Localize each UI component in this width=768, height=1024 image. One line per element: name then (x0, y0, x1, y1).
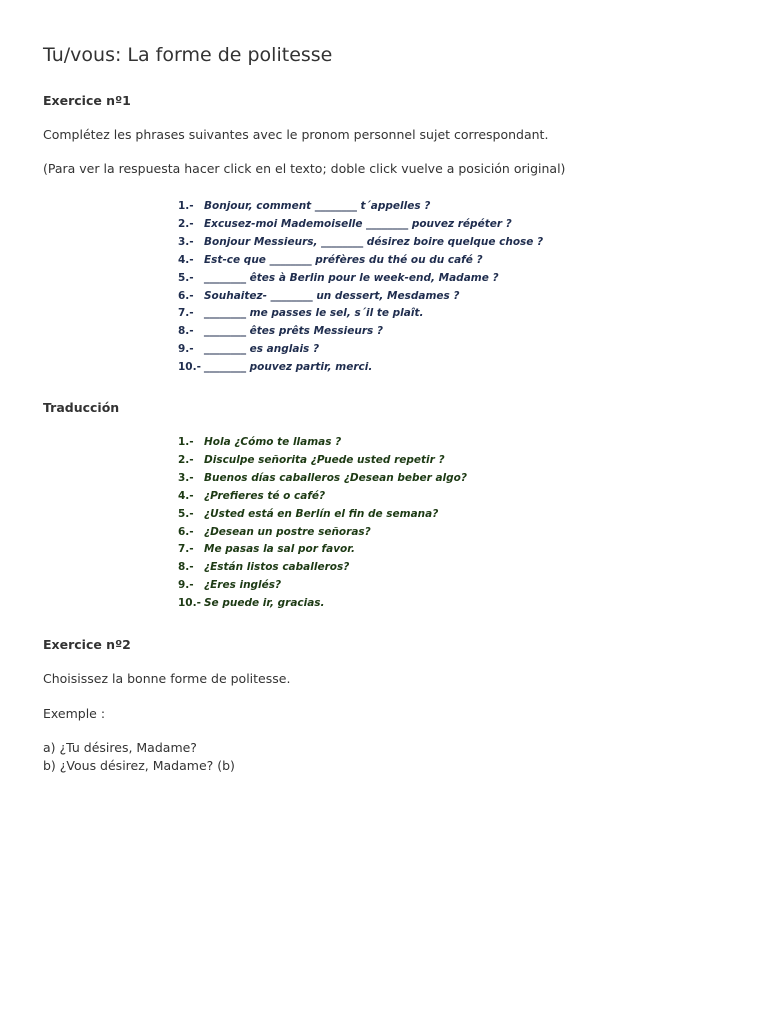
exercise1-sentence-list[interactable] (178, 198, 543, 377)
list-item[interactable]: 6.- Souhaitez- ________ un dessert, Mesdames ? (178, 289, 460, 302)
example-option-b: b) ¿Vous désirez, Madame? (b) (43, 758, 235, 773)
exercise1-instruction: Complétez les phrases suivantes avec le pronom personnel sujet correspondant. (43, 127, 549, 142)
list-item[interactable]: 10.- ________ pouvez partir, merci. (178, 361, 373, 374)
list-item: 6.- ¿Desean un postre señoras? (178, 525, 371, 538)
exercise1-note: (Para ver la respuesta hacer click en el texto; doble click vuelve a posición original) (43, 161, 566, 176)
list-item[interactable]: 2.- Excusez-moi Mademoiselle ________ pouvez répéter ? (178, 217, 512, 230)
example-option-a: a) ¿Tu désires, Madame? (43, 740, 197, 755)
list-item: 2.- Disculpe señorita ¿Puede usted repetir ? (178, 453, 445, 466)
list-item[interactable]: 8.- ________ êtes prêts Messieurs ? (178, 325, 384, 338)
list-item[interactable]: 7.- ________ me passes le sel, s´il te plaît. (178, 307, 424, 320)
list-item: 8.- ¿Están listos caballeros? (178, 561, 350, 574)
list-item: 1.- Hola ¿Cómo te llamas ? (178, 436, 342, 448)
list-item: 4.- ¿Prefieres té o café? (178, 489, 326, 502)
list-item: 5.- ¿Usted está en Berlín el fin de semana? (178, 507, 439, 520)
translation-list (178, 434, 467, 613)
list-item[interactable]: 4.- Est-ce que ________ préfères du thé ou du café ? (178, 253, 483, 266)
list-item: 3.- Buenos días caballeros ¿Desean beber algo? (178, 471, 467, 484)
list-item[interactable]: 9.- ________ es anglais ? (178, 343, 320, 356)
exercise2-instruction: Choisissez la bonne forme de politesse. (43, 671, 291, 686)
list-item: 10.- Se puede ir, gracias. (178, 597, 325, 610)
list-item: 9.- ¿Eres inglés? (178, 579, 282, 592)
translation-heading: Traducción (43, 400, 120, 415)
exercise1-heading: Exercice nº1 (43, 93, 131, 108)
list-item[interactable]: 5.- ________ êtes à Berlin pour le week-end, Madame ? (178, 271, 499, 284)
list-item[interactable]: 1.- Bonjour, comment ________ t´appelles ? (178, 200, 431, 212)
page-title: Tu/vous: La forme de politesse (43, 44, 333, 66)
exercise2-heading: Exercice nº2 (43, 637, 131, 652)
example-label: Exemple : (43, 706, 106, 721)
list-item[interactable]: 3.- Bonjour Messieurs, ________ désirez boire quelque chose ? (178, 235, 544, 248)
list-item: 7.- Me pasas la sal por favor. (178, 543, 355, 556)
